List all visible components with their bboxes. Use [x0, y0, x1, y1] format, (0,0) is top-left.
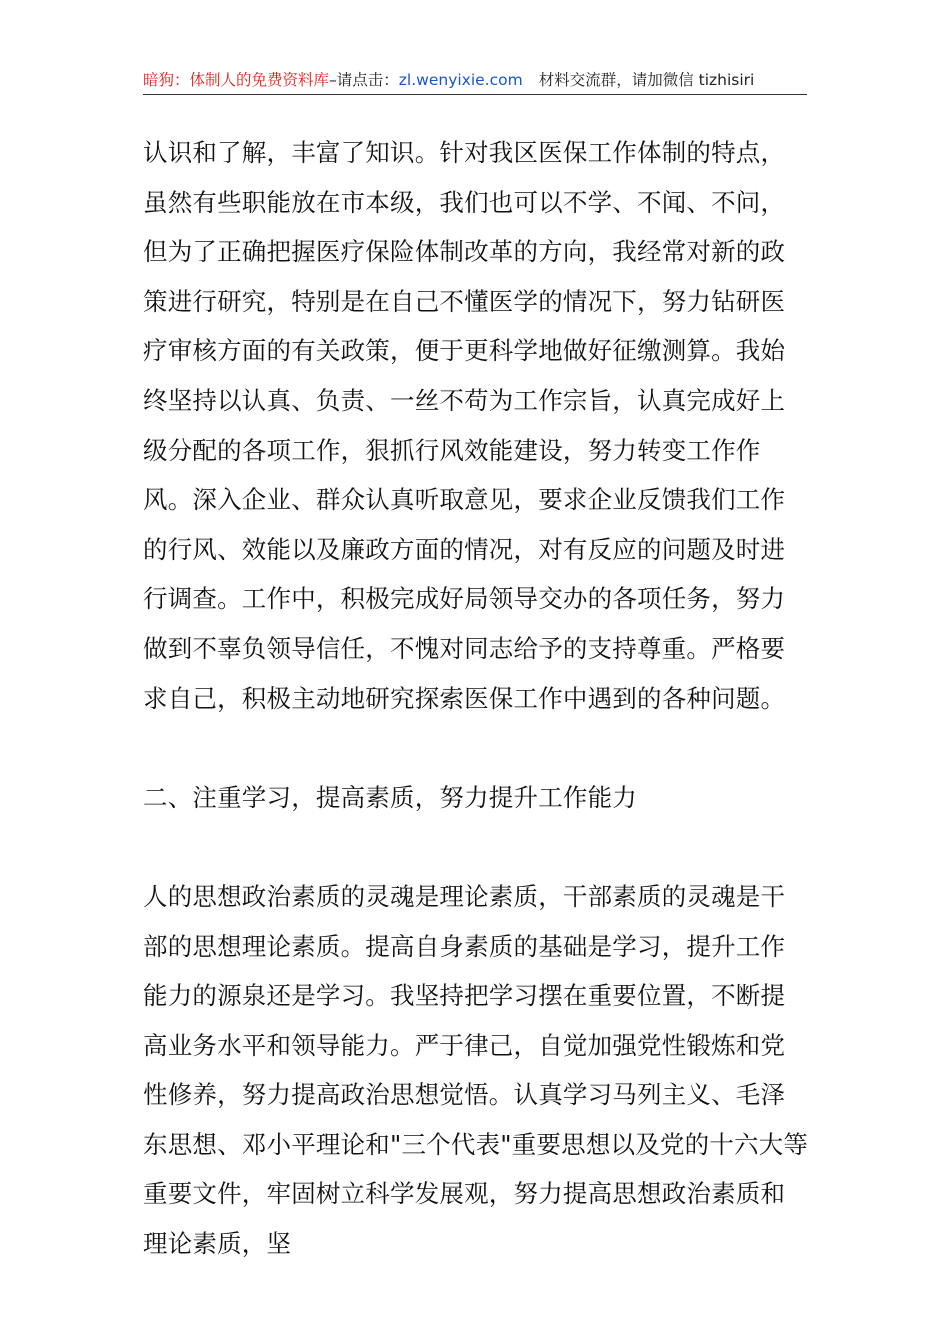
document-body	[143, 128, 809, 1269]
header-prompt: –请点击：	[329, 71, 399, 89]
paragraph-continuation: 认识和了解，丰富了知识。针对我区医保工作体制的特点，虽然有些职能放在市本级，我们也可以不学、不闻、不问，但为了正确把握医疗保险体制改革的方向，我经常对新的政策进行研究，特别是在自己不懂医学的情况下，努力钻研医疗审核方面的有关政策，便于更科学地做好征缴测算。我始终坚持以认真、负责、一丝不苟为工作宗旨，认真完成好上级分配的各项工作，狠抓行风效能建设，努力转变工作作风。深入企业、群众认真听取意见，要求企业反馈我们工作的行风、效能以及廉政方面的情况，对有反应的问题及时进行调查。工作中，积极完成好局领导交办的各项任务，努力做到不辜负领导信任，不愧对同志给予的支持尊重。严格要求自己，积极主动地研究探索医保工作中遇到的各种问题。	[143, 138, 786, 713]
document-header	[143, 68, 807, 95]
section-heading: 二、注重学习，提高素质，努力提升工作能力	[143, 782, 637, 812]
header-contact: 材料交流群，请加微信 tizhisiri	[538, 71, 755, 89]
paragraph-study: 人的思想政治素质的灵魂是理论素质，干部素质的灵魂是干部的思想理论素质。提高自身素质的基础是学习，提升工作能力的源泉还是学习。我坚持把学习摆在重要位置，不断提高业务水平和领导能力。严于律己，自觉加强党性锻炼和党性修养，努力提高政治思想觉悟。认真学习马列主义、毛泽东思想、邓小平理论和"三个代表"重要思想以及党的十六大等重要文件，牢固树立科学发展观，努力提高思想政治素质和理论素质，坚	[143, 881, 809, 1259]
header-brand: 暗狗：体制人的免费资料库	[143, 71, 330, 89]
header-link[interactable]: zl.wenyixie.com	[398, 71, 523, 89]
